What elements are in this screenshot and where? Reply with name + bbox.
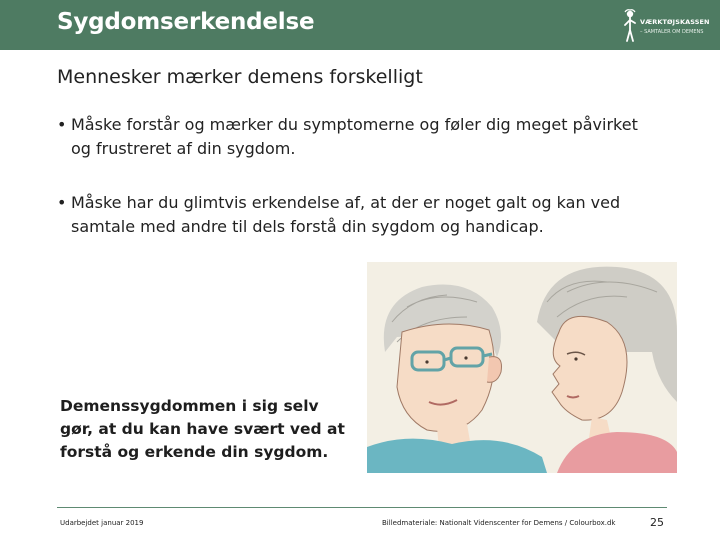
slide-title: Sygdomserkendelse <box>57 9 315 35</box>
bullet-line: Måske har du glimtvis erkendelse af, at der er noget galt og kan ved <box>71 193 621 212</box>
footer-credits: Billedmateriale: Nationalt Videnscenter for Demens / Colourbox.dk <box>382 519 616 527</box>
caption-line: gør, at du kan have svært ved at <box>60 420 345 438</box>
illustration-man-and-woman <box>367 262 677 473</box>
logo-tagline: – SAMTALER OM DEMENS <box>640 29 704 35</box>
bullet-dot-icon: • <box>57 115 67 134</box>
illustration-caption <box>60 395 350 464</box>
bullet-line: samtale med andre til dels forstå din sygdom og handicap. <box>71 217 544 236</box>
vaerktoejskassen-logo <box>622 8 718 44</box>
caption-line: forstå og erkende din sygdom. <box>60 443 329 461</box>
slide-subtitle: Mennesker mærker demens forskelligt <box>57 66 423 88</box>
bullet-line: og frustreret af din sygdom. <box>71 139 296 158</box>
illustration-drawing <box>367 262 677 473</box>
logo-name: VÆRKTØJSKASSEN <box>640 18 710 26</box>
bullet-line: Måske forstår og mærker du symptomerne og føler dig meget påvirket <box>71 115 638 134</box>
bullet-item <box>57 113 667 161</box>
human-figure-icon <box>622 8 638 44</box>
footer-divider <box>57 507 667 508</box>
footer-date: Udarbejdet januar 2019 <box>60 519 144 527</box>
bullet-dot-icon: • <box>57 193 67 212</box>
page-number: 25 <box>650 516 664 529</box>
caption-line: Demenssygdommen i sig selv <box>60 397 319 415</box>
bullet-item <box>57 191 667 239</box>
header-bar <box>0 0 720 50</box>
